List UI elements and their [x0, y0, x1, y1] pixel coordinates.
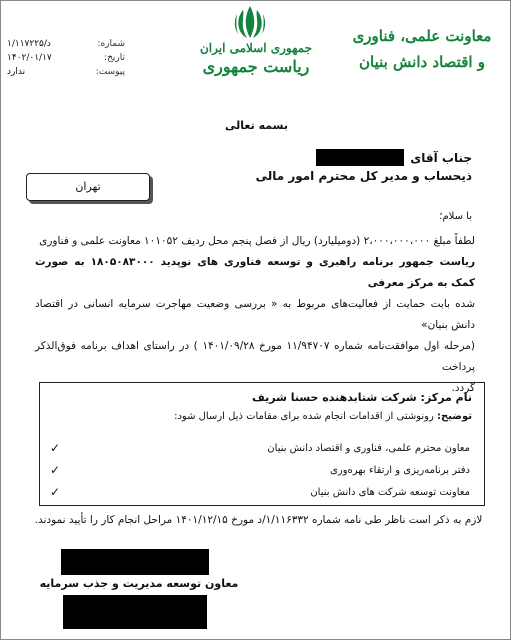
city-box: تهران	[26, 173, 150, 201]
list-item: معاون محترم علمی، فناوری و اقتصاد دانش بنیان ✓	[50, 441, 470, 455]
cc-list	[50, 437, 470, 503]
list-item: دفتر برنامه‌ریزی و ارتقاء بهره‌وری ✓	[50, 463, 470, 477]
body-line: گردد.	[451, 382, 475, 394]
basmala: بسمه تعالی	[225, 119, 288, 132]
description-text: رونوشتی از اقدامات انجام شده برای مقامات ذیل ارسال شود:	[174, 411, 434, 422]
center-name: نام مرکز: شرکت شتابدهنده حسنا شریف	[252, 391, 472, 404]
recipient-box	[39, 382, 485, 506]
list-item: معاونت توسعه شرکت های دانش بنیان ✓	[50, 485, 470, 499]
redacted-name	[316, 149, 404, 166]
redacted-signature	[61, 549, 209, 575]
iran-emblem-icon	[233, 4, 267, 40]
body-line: شده بابت حمایت از فعالیت‌های مربوط به « بررسی وضعیت مهاجرت سرمایه انسانی در اقتصاد دانش بنیان»	[35, 298, 475, 331]
body-line: ریاست جمهور برنامه راهبری و توسعه فناوری های نوپدید ۱۸۰۵۰۸۳۰۰۰ به صورت کمک به مرکز معرفی	[35, 256, 476, 289]
greeting: با سلام؛	[439, 211, 472, 222]
addressee-prefix: جناب آقای	[410, 150, 472, 165]
body-line: (مرحله اول موافقت‌نامه شماره ۱۱/۹۴۷۰۷ مورخ ۱۴۰۱/۰۹/۲۸ ) در راستای اهداف برنامه فوق‌الذکر پرداخت	[35, 340, 475, 373]
vice-presidency-header	[352, 27, 492, 71]
check-icon: ✓	[50, 485, 61, 499]
check-icon: ✓	[50, 463, 61, 477]
addressee-title: ذیحساب و مدیر کل محترم امور مالی	[255, 169, 472, 183]
meta-date: تاریخ: ۱۴۰۲/۰۱/۱۷	[7, 53, 125, 63]
meta-attachment: پیوست: ندارد	[7, 67, 125, 77]
addressee-line	[316, 149, 472, 166]
footer-note: لازم به ذکر است ناظر طی نامه شماره ۱/۱۱۶۳۳۲/د مورخ ۱۴۰۱/۱۲/۱۵ مراحل انجام کار را تأیید نمودند.	[34, 514, 483, 526]
presidency-title: ریاست جمهوری	[202, 57, 310, 76]
republic-title: جمهوری اسلامی ایران	[199, 41, 313, 55]
redacted-signatory	[63, 595, 207, 629]
check-icon: ✓	[50, 441, 61, 455]
presidency-header	[171, 41, 341, 76]
box-description	[52, 411, 472, 422]
letter-body	[35, 231, 475, 399]
vice-presidency-line1: معاونت علمی، فناوری	[352, 27, 492, 45]
letter-meta	[7, 37, 125, 79]
description-label: توضیح:	[437, 411, 472, 422]
body-line: لطفاً مبلغ ۲،۰۰۰،۰۰۰،۰۰۰ (دومیلیارد) ریال از فصل پنجم محل ردیف ۱۰۱۰۵۲ معاونت علمی و فناوری	[39, 235, 475, 247]
vice-presidency-line2: و اقتصاد دانش بنیان	[359, 53, 485, 71]
signature-title: معاون توسعه مدیریت و جذب سرمایه	[39, 577, 239, 590]
meta-number: شماره: ۱/۱۱۷۲۲۵/د	[7, 39, 125, 49]
